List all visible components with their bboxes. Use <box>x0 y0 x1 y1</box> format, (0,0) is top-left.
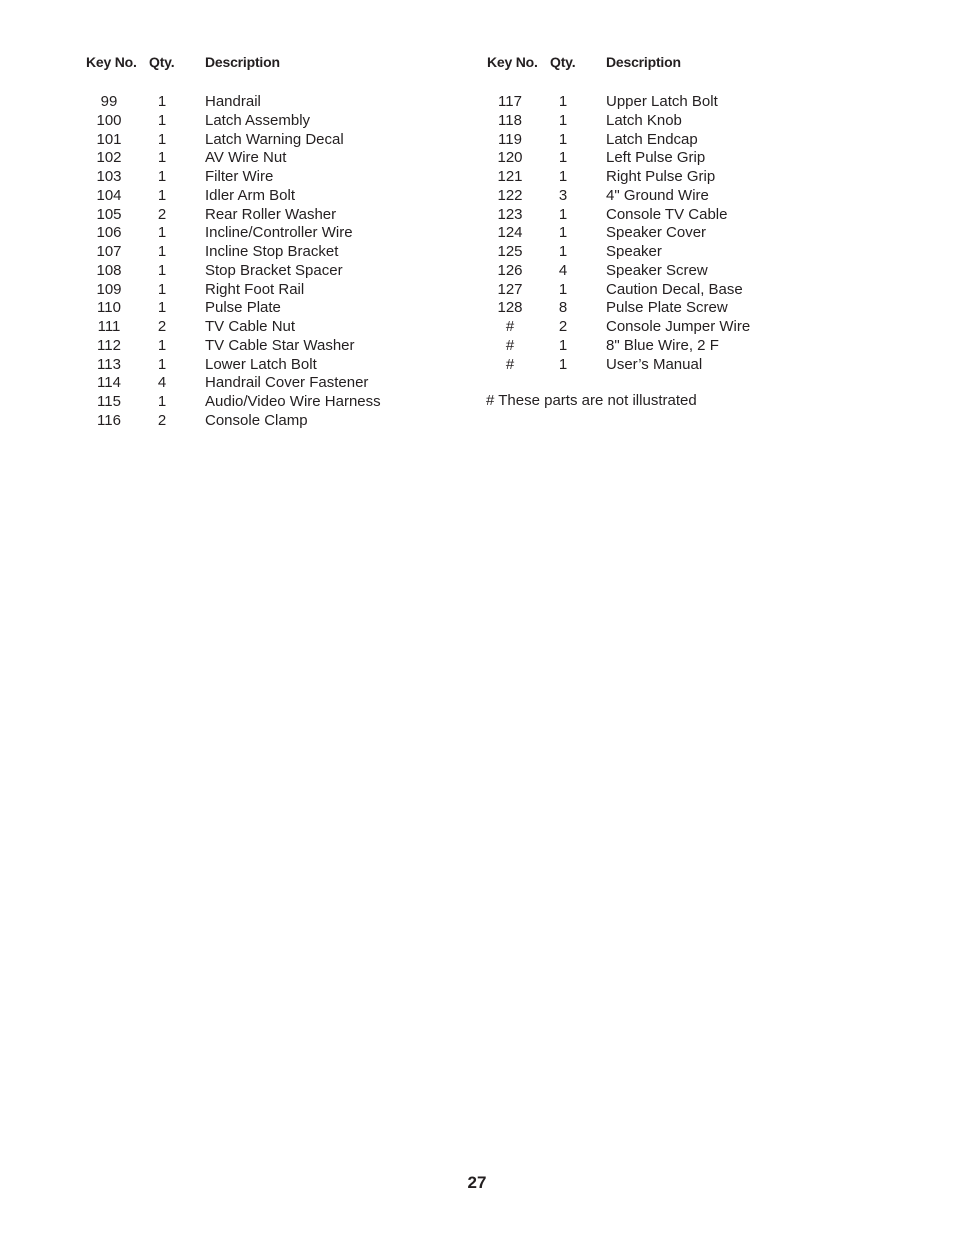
part-qty: 1 <box>157 186 167 204</box>
part-qty: 1 <box>558 336 568 354</box>
part-qty: 1 <box>558 355 568 373</box>
part-qty: 2 <box>157 411 167 429</box>
part-description: Console Clamp <box>205 411 308 429</box>
part-key-no: # <box>505 355 515 373</box>
part-qty: 2 <box>157 318 167 335</box>
part-description: Speaker Screw <box>606 261 708 279</box>
part-qty: 8 <box>558 299 568 317</box>
part-description: Audio/Video Wire Harness <box>205 393 381 410</box>
part-description: Latch Knob <box>606 111 682 129</box>
part-key-no: 99 <box>100 93 118 110</box>
part-description: Rear Roller Washer <box>205 205 337 223</box>
part-qty: 1 <box>157 280 167 298</box>
part-description: Speaker Cover <box>606 224 707 242</box>
page-number: 27 <box>467 1173 487 1192</box>
part-description: Incline Stop Bracket <box>205 243 339 260</box>
part-description: Handrail <box>205 93 261 110</box>
part-key-no: 124 <box>497 224 523 242</box>
part-description: Right Foot Rail <box>205 280 305 298</box>
part-qty: 1 <box>157 149 167 167</box>
part-qty: 3 <box>558 186 568 204</box>
part-description: User’s Manual <box>606 355 703 373</box>
part-qty: 4 <box>157 374 167 392</box>
part-key-no: 103 <box>96 168 122 185</box>
part-description: TV Cable Star Washer <box>205 336 355 354</box>
part-key-no: 120 <box>497 149 523 167</box>
header-key-no: Key No. <box>487 54 538 70</box>
part-qty: 1 <box>558 224 568 242</box>
not-illustrated-note: # These parts are not illustrated <box>486 392 697 409</box>
part-description: Latch Endcap <box>606 130 698 148</box>
part-key-no: 114 <box>97 374 121 392</box>
part-key-no: 115 <box>97 393 121 410</box>
part-qty: 1 <box>157 243 167 260</box>
part-qty: 1 <box>157 168 167 185</box>
part-description: Handrail Cover Fastener <box>205 374 369 392</box>
part-key-no: 119 <box>498 130 522 148</box>
part-qty: 1 <box>558 111 568 129</box>
header-description: Description <box>606 54 681 70</box>
part-key-no: 128 <box>497 299 523 317</box>
part-qty: 1 <box>157 299 167 317</box>
header-qty: Qty. <box>550 54 576 70</box>
part-qty: 2 <box>157 205 167 223</box>
part-key-no: 118 <box>498 111 522 129</box>
part-key-no: 113 <box>97 355 121 373</box>
part-key-no: 111 <box>97 318 121 335</box>
part-description: 8" Blue Wire, 2 F <box>606 336 719 354</box>
part-qty: 1 <box>558 243 568 260</box>
part-key-no: 106 <box>96 224 122 242</box>
part-qty: 1 <box>157 111 167 129</box>
part-description: Filter Wire <box>205 168 274 185</box>
part-description: 4" Ground Wire <box>606 186 709 204</box>
part-key-no: 100 <box>96 111 122 129</box>
part-key-no: 127 <box>497 280 523 298</box>
header-description: Description <box>205 54 280 70</box>
part-description: Latch Assembly <box>205 111 311 129</box>
part-key-no: 107 <box>96 243 122 260</box>
part-qty: 1 <box>558 280 568 298</box>
part-qty: 1 <box>558 130 568 148</box>
part-key-no: 117 <box>498 93 522 110</box>
part-key-no: 116 <box>97 411 121 429</box>
part-description: Pulse Plate <box>205 299 281 317</box>
part-key-no: # <box>505 318 515 335</box>
part-description: Pulse Plate Screw <box>606 299 728 317</box>
part-key-no: 102 <box>96 149 122 167</box>
part-description: Right Pulse Grip <box>606 168 716 185</box>
part-key-no: 101 <box>96 130 122 148</box>
part-qty: 4 <box>558 261 568 279</box>
part-qty: 1 <box>558 168 568 185</box>
header-qty: Qty. <box>149 54 175 70</box>
part-qty: 1 <box>558 93 568 110</box>
part-description: Incline/Controller Wire <box>205 224 353 242</box>
part-key-no: # <box>505 336 515 354</box>
part-key-no: 126 <box>497 261 523 279</box>
part-key-no: 125 <box>497 243 523 260</box>
part-description: Left Pulse Grip <box>606 149 706 167</box>
part-key-no: 108 <box>96 261 122 279</box>
part-qty: 1 <box>157 393 167 410</box>
part-description: Upper Latch Bolt <box>606 93 718 110</box>
part-qty: 1 <box>157 130 167 148</box>
part-description: Caution Decal, Base <box>606 280 743 298</box>
part-qty: 1 <box>157 261 167 279</box>
header-key-no: Key No. <box>86 54 137 70</box>
part-description: Stop Bracket Spacer <box>205 261 343 279</box>
part-description: Console Jumper Wire <box>606 318 751 335</box>
part-key-no: 105 <box>96 205 122 223</box>
part-description: Latch Warning Decal <box>205 130 344 148</box>
part-qty: 1 <box>157 355 167 373</box>
part-qty: 1 <box>157 93 167 110</box>
part-key-no: 112 <box>97 336 121 354</box>
part-key-no: 109 <box>96 280 122 298</box>
part-description: AV Wire Nut <box>205 149 287 167</box>
part-description: TV Cable Nut <box>205 318 296 335</box>
part-qty: 1 <box>558 149 568 167</box>
part-qty: 1 <box>157 224 167 242</box>
part-key-no: 123 <box>497 205 523 223</box>
part-key-no: 104 <box>96 186 122 204</box>
part-key-no: 110 <box>97 299 121 317</box>
part-key-no: 122 <box>497 186 523 204</box>
part-description: Speaker <box>606 243 662 260</box>
part-description: Idler Arm Bolt <box>205 186 296 204</box>
part-qty: 1 <box>558 205 568 223</box>
part-description: Lower Latch Bolt <box>205 355 317 373</box>
part-description: Console TV Cable <box>606 205 728 223</box>
part-qty: 1 <box>157 336 167 354</box>
part-qty: 2 <box>558 318 568 335</box>
part-key-no: 121 <box>497 168 523 185</box>
